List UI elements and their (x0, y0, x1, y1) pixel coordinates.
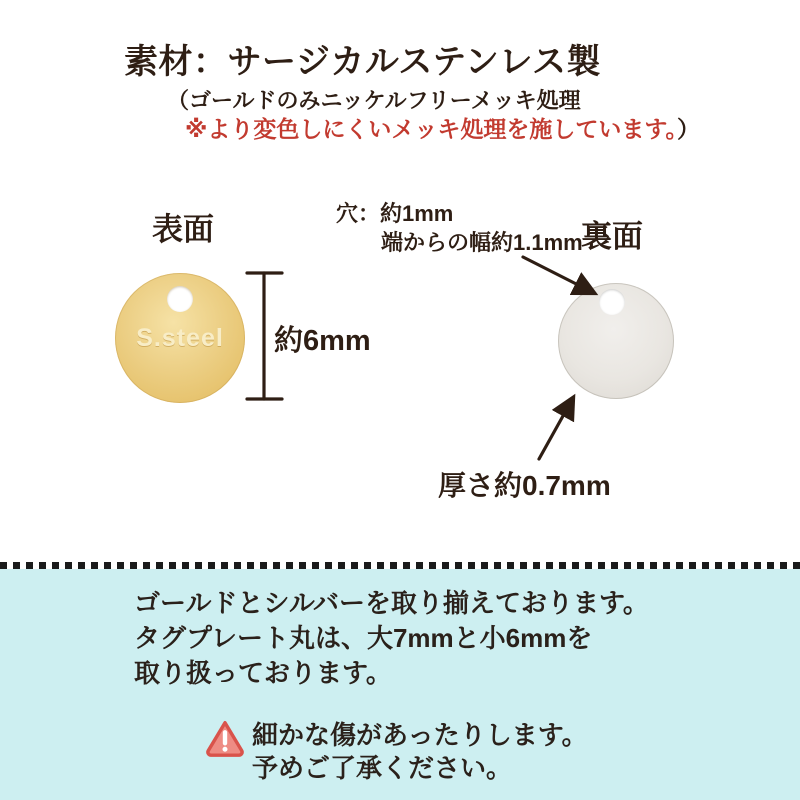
warning-line: 細かな傷があったりします。 (252, 720, 588, 750)
silver-tag-hole (599, 289, 625, 315)
discoloration-note-red-text: ※より変色しにくいメッキ処理を施しています。 (185, 116, 678, 142)
discoloration-note (185, 111, 700, 144)
info-line: タグプレート丸は、大7mmと小6mmを (134, 623, 593, 653)
diameter-label: 約6mm (274, 325, 371, 357)
back-side-label: 裏面 (581, 219, 643, 254)
closing-paren: ） (677, 116, 701, 142)
warning-triangle-icon (204, 718, 246, 758)
arrow-to-edge (539, 398, 573, 459)
silver-tag-back (558, 283, 674, 399)
hole-size-note-line2: 端からの幅約1.1mm (381, 230, 583, 255)
warning-line: 予めご了承ください。 (252, 753, 513, 783)
gold-tag-hole (167, 286, 193, 312)
plating-note: （ゴールドのみニッケルフリーメッキ処理 (167, 88, 581, 113)
info-line: ゴールドとシルバーを取り揃えております。 (134, 588, 649, 618)
gold-tag-front (115, 273, 245, 403)
thickness-label: 厚さ約0.7mm (438, 470, 611, 501)
info-panel (0, 569, 800, 800)
material-title: 素材：サージカルステンレス製 (124, 43, 602, 81)
hole-size-note-line1: 穴：約1mm (336, 201, 454, 226)
info-line: 取り扱っております。 (134, 658, 392, 688)
dotted-divider (0, 562, 800, 569)
tag-engraving: S.steel (136, 324, 224, 352)
arrow-to-hole (523, 257, 594, 293)
front-side-label: 表面 (152, 212, 214, 247)
